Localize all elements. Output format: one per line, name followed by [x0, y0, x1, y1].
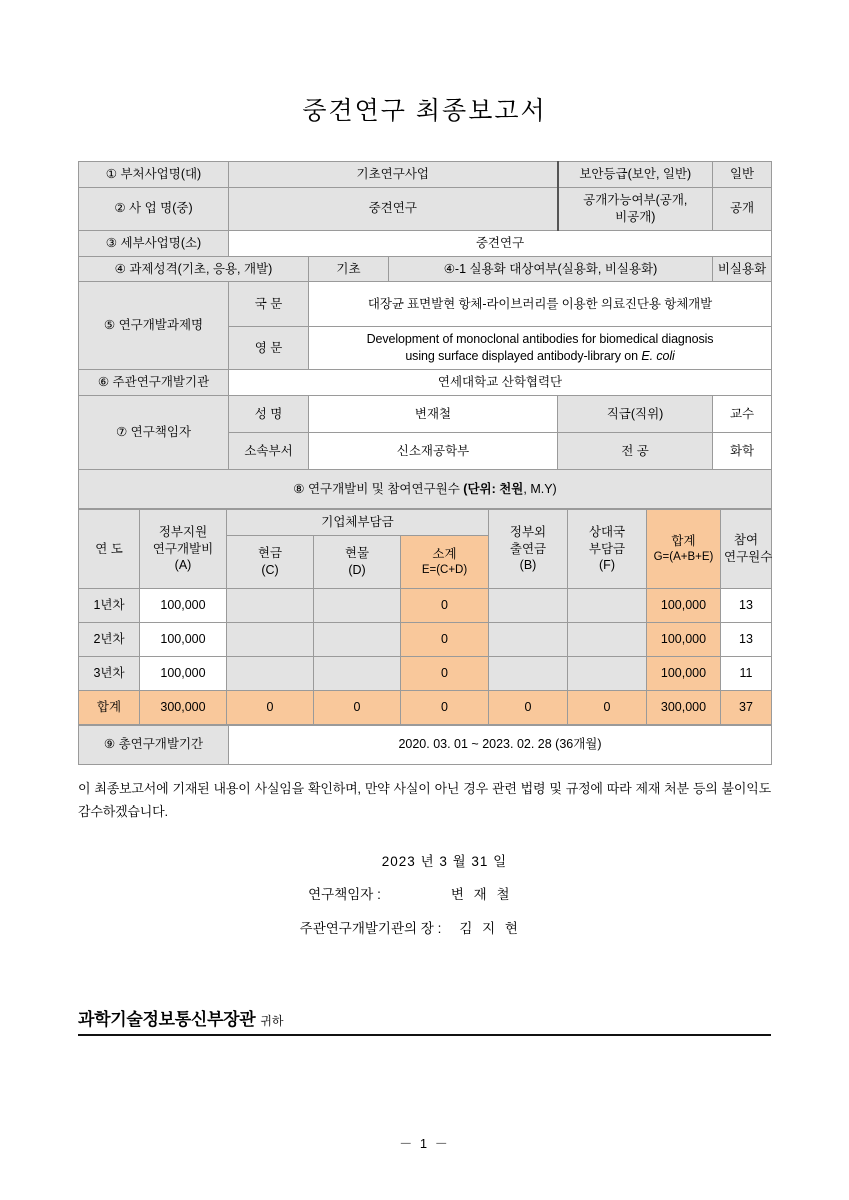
header-subtotal [401, 535, 489, 588]
row-year: 3년차 [79, 656, 140, 690]
budget-title-unit-bold: (단위: 천원 [463, 481, 524, 496]
header-inkind [314, 535, 401, 588]
row2-right-value: 공개 [713, 187, 772, 230]
row7-dept-value: 신소재공학부 [309, 433, 558, 470]
row-year: 2년차 [79, 622, 140, 656]
total-year: 합계 [79, 690, 140, 724]
header-inkind-line2: (D) [348, 562, 366, 577]
row7-major-value: 화학 [713, 433, 772, 470]
row-gov: 100,000 [140, 588, 227, 622]
ministry-honorific: 귀하 [260, 1013, 284, 1028]
page-title: 중견연구 최종보고서 [302, 97, 547, 125]
header-partner-line2: 부담금 [588, 541, 626, 556]
row2-label: ② 사 업 명(중) [79, 187, 229, 230]
budget-section-title [79, 470, 772, 509]
pi-signature-row [78, 878, 771, 911]
header-year: 연 도 [79, 510, 140, 589]
table-row-total [79, 690, 772, 724]
project-info-table [78, 161, 772, 509]
row1-right-value: 일반 [713, 162, 772, 188]
declaration-text: 이 최종보고서에 기재된 내용이 사실임을 확인하며, 만약 사실이 아닌 경우 관련 법령 및 규정에 따라 제재 처분 등의 불이익도 감수하겠습니다. [78, 780, 771, 819]
header-gov-line1: 정부지원 [158, 524, 208, 539]
row-nongov [489, 656, 568, 690]
row7-name-value: 변재철 [309, 396, 558, 433]
eng-title-line2 [312, 348, 768, 365]
ministry-addressee [78, 1005, 771, 1036]
row-researchers: 13 [721, 588, 772, 622]
header-subtotal-line1: 소계 [432, 546, 457, 561]
pi-label: 연구책임자 : [308, 887, 381, 903]
row6-label: ⑥ 주관연구개발기관 [79, 370, 229, 396]
row-gov: 100,000 [140, 622, 227, 656]
header-nongov-line1: 정부외 [509, 524, 547, 539]
header-researchers-line2: 연구원수 [724, 549, 773, 564]
header-subtotal-line2: E=(C+D) [421, 563, 468, 576]
table-row [79, 230, 772, 256]
row-researchers: 11 [721, 656, 772, 690]
row1-label: ① 부처사업명(대) [79, 162, 229, 188]
row-subtotal: 0 [401, 588, 489, 622]
ministry-name: 과학기술정보통신부장관 [78, 1009, 256, 1029]
header-cash-line1: 현금 [257, 546, 283, 560]
row7-name-label: 성 명 [229, 396, 309, 433]
header-partner [568, 510, 647, 589]
table-row [79, 470, 772, 509]
header-researchers [721, 510, 772, 589]
table-row [79, 187, 772, 230]
budget-title-prefix: ⑧ 연구개발비 및 참여연구원수 [293, 481, 464, 496]
table-row [79, 370, 772, 396]
row7-rank-value: 교수 [713, 396, 772, 433]
table-row [79, 656, 772, 690]
header-partner-line1: 상대국 [588, 524, 626, 539]
eng-title-line2-prefix: using surface displayed antibody-library on [405, 349, 642, 364]
row-gov: 100,000 [140, 656, 227, 690]
org-head-label: 주관연구개발기관의 장 : [299, 920, 442, 936]
row3-label: ③ 세부사업명(소) [79, 230, 229, 256]
table-row [79, 282, 772, 327]
header-nongov-line2: 출연금 [509, 541, 547, 556]
row2-value: 중견연구 [229, 187, 558, 230]
row2-right-label: 공개가능여부(공개, 비공개) [558, 187, 713, 230]
signature-date: 2023 년 3 월 31 일 [381, 854, 508, 870]
header-cash-line2: (C) [261, 562, 279, 577]
table-row [79, 256, 772, 282]
row7-rank-label: 직급(직위) [558, 396, 713, 433]
total-total: 300,000 [647, 690, 721, 724]
row7-major-label: 전 공 [558, 433, 713, 470]
header-partner-line3: (F) [599, 558, 615, 573]
row-partner [568, 622, 647, 656]
row5-eng-label: 영 문 [229, 327, 309, 370]
row-nongov [489, 622, 568, 656]
header-total-line2: G=(A+B+E) [653, 550, 714, 563]
period-table [78, 725, 772, 765]
row-inkind [314, 656, 401, 690]
table-row [79, 725, 772, 764]
header-nongov-line3: (B) [519, 558, 537, 573]
row4-sub-value: 비실용화 [713, 256, 772, 282]
header-nongov [489, 510, 568, 589]
row1-value: 기초연구사업 [229, 162, 558, 188]
row-cash [227, 656, 314, 690]
row-subtotal: 0 [401, 656, 489, 690]
row-partner [568, 588, 647, 622]
total-nongov: 0 [489, 690, 568, 724]
row-year: 1년차 [79, 588, 140, 622]
signature-block [78, 845, 771, 944]
header-total-line1: 합계 [671, 533, 696, 548]
table-row [79, 510, 772, 536]
row1-right-label: 보안등급(보안, 일반) [558, 162, 713, 188]
header-cash [227, 535, 314, 588]
header-gov-line2: 연구개발비 [152, 541, 214, 556]
row-total: 100,000 [647, 588, 721, 622]
header-inkind-line1: 현물 [344, 546, 370, 560]
row4-value: 기초 [309, 256, 389, 282]
total-gov: 300,000 [140, 690, 227, 724]
row5-kor-value: 대장균 표면발현 항체-라이브러리를 이용한 의료진단용 항체개발 [309, 282, 772, 327]
row5-kor-label: 국 문 [229, 282, 309, 327]
row6-value: 연세대학교 산학협력단 [229, 370, 772, 396]
row-nongov [489, 588, 568, 622]
pi-name: 변 재 철 [450, 887, 513, 903]
header-gov-line3: (A) [174, 558, 192, 573]
table-row [79, 622, 772, 656]
row-cash [227, 622, 314, 656]
budget-table [78, 509, 772, 725]
org-head-name: 김 지 현 [459, 920, 521, 936]
header-company-group: 기업체부담금 [227, 510, 489, 536]
eng-title-species: E. coli [641, 349, 675, 364]
page-number: － 1 － [399, 1136, 450, 1151]
row-total: 100,000 [647, 622, 721, 656]
row-inkind [314, 588, 401, 622]
row9-label: ⑨ 총연구개발기간 [79, 725, 229, 764]
row-partner [568, 656, 647, 690]
header-researchers-line1: 참여 [733, 533, 759, 548]
org-head-signature-row [78, 912, 771, 945]
table-row [79, 162, 772, 188]
row-cash [227, 588, 314, 622]
row5-label: ⑤ 연구개발과제명 [79, 282, 229, 370]
header-total [647, 510, 721, 589]
total-researchers: 37 [721, 690, 772, 724]
total-partner: 0 [568, 690, 647, 724]
row5-eng-value [309, 327, 772, 370]
eng-title-line1: Development of monoclonal antibodies for biomedical diagnosis [366, 332, 714, 347]
table-row [79, 396, 772, 433]
row-subtotal: 0 [401, 622, 489, 656]
budget-title-unit-rest: , M.Y) [523, 481, 557, 496]
row7-label: ⑦ 연구책임자 [79, 396, 229, 470]
total-inkind: 0 [314, 690, 401, 724]
total-cash: 0 [227, 690, 314, 724]
table-row [79, 588, 772, 622]
total-subtotal: 0 [401, 690, 489, 724]
header-gov-support [140, 510, 227, 589]
row4-label: ④ 과제성격(기초, 응용, 개발) [79, 256, 309, 282]
row-inkind [314, 622, 401, 656]
row-researchers: 13 [721, 622, 772, 656]
row4-sub-label: ④-1 실용화 대상여부(실용화, 비실용화) [389, 256, 713, 282]
row-total: 100,000 [647, 656, 721, 690]
row3-value: 중견연구 [229, 230, 772, 256]
title-spacer [78, 126, 771, 161]
row7-dept-label: 소속부서 [229, 433, 309, 470]
row9-value: 2020. 03. 01 ~ 2023. 02. 28 (36개월) [229, 725, 772, 764]
